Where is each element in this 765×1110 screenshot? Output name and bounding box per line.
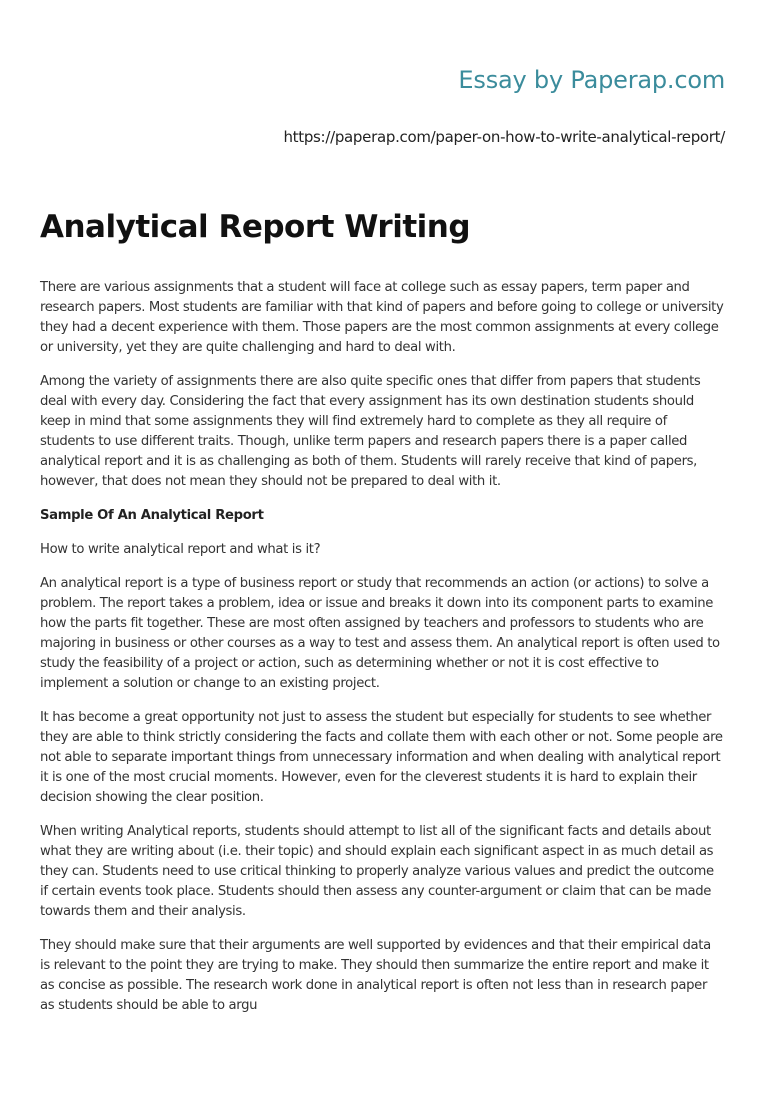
paragraph-question: How to write analytical report and what is it?: [40, 542, 321, 557]
article-title: Analytical Report Writing: [40, 209, 471, 245]
article-body: [40, 278, 724, 1030]
source-url[interactable]: https://paperap.com/paper-on-how-to-write-analytical-report/: [283, 128, 725, 146]
paragraph-1: There are various assignments that a student will face at college such as essay papers, term paper and research papers. Most students are familiar with that kind of papers and before going to college or university they had a decent experience with them. Those papers are the most common assignments at every college or university, yet they are quite challenging and hard to deal with.: [40, 280, 724, 355]
section-subheading: Sample Of An Analytical Report: [40, 508, 264, 523]
paragraph-5: When writing Analytical reports, students should attempt to list all of the significant facts and details about what they are writing about (i.e. their topic) and should explain each significant aspect in as much detail as they can. Students need to use critical thinking to properly analyze various values and predict the outcome if certain events took place. Students should then assess any counter-argument or claim that can be made towards them and their analysis.: [40, 824, 714, 919]
paragraph-2: Among the variety of assignments there are also quite specific ones that differ from papers that students deal with every day. Considering the fact that every assignment has its own destination students should keep in mind that some assignments they will find extremely hard to complete as they all require of students to use different traits. Though, unlike term papers and research papers there is a paper called analytical report and it is as challenging as both of them. Students will rarely receive that kind of papers, however, that does not mean they should not be prepared to deal with it.: [40, 374, 701, 489]
paragraph-4: It has become a great opportunity not just to assess the student but especially for students to see whether they are able to think strictly considering the facts and collate them with each other or not. Some people are not able to separate important things from unnecessary information and when dealing with analytical report it is one of the most crucial moments. However, even for the cleverest students it is hard to explain their decision showing the clear position.: [40, 710, 723, 805]
paragraph-6: They should make sure that their arguments are well supported by evidences and that their empirical data is relevant to the point they are trying to make. They should then summarize the entire report and make it as concise as possible. The research work done in analytical report is often not less than in research paper as students should be able to argu: [40, 938, 711, 1013]
paragraph-3: An analytical report is a type of business report or study that recommends an action (or actions) to solve a problem. The report takes a problem, idea or issue and breaks it down into its component parts to examine how the parts fit together. These are most often assigned by teachers and professors to students who are majoring in business or other courses as a way to test and assess them. An analytical report is often used to study the feasibility of a project or action, such as determining whether or not it is cost effective to implement a solution or change to an existing project.: [40, 576, 720, 691]
site-brand[interactable]: Essay by Paperap.com: [458, 66, 725, 94]
